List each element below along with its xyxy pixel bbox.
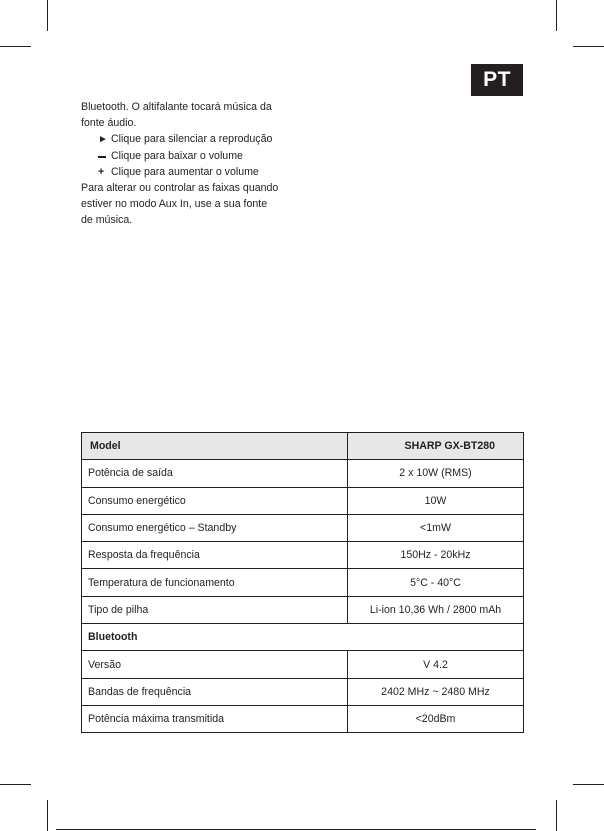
spec-table bbox=[81, 432, 524, 733]
row-value: 2 x 10W (RMS) bbox=[348, 460, 524, 487]
row-value: V 4.2 bbox=[348, 651, 524, 678]
crop-mark bbox=[573, 46, 604, 47]
table-row bbox=[82, 569, 524, 596]
row-value: <20dBm bbox=[348, 705, 524, 732]
table-row bbox=[82, 542, 524, 569]
aux-note-line: estiver no modo Aux In, use a sua fonte bbox=[81, 198, 268, 210]
row-value: 10W bbox=[348, 487, 524, 514]
row-label: Bandas de frequência bbox=[82, 678, 348, 705]
row-label: Tipo de pilha bbox=[82, 596, 348, 623]
control-label: Clique para silenciar a reprodução bbox=[111, 133, 273, 145]
table-row bbox=[82, 514, 524, 541]
table-header-row bbox=[82, 433, 524, 460]
row-label: Versão bbox=[82, 651, 348, 678]
crop-mark bbox=[47, 0, 48, 31]
row-label: Potência máxima transmitida bbox=[82, 705, 348, 732]
section-bluetooth: Bluetooth bbox=[82, 624, 524, 651]
crop-mark bbox=[573, 784, 604, 785]
aux-note-line: Para alterar ou controlar as faixas quando bbox=[81, 182, 279, 194]
table-row bbox=[82, 487, 524, 514]
row-value: <1mW bbox=[348, 514, 524, 541]
control-label: Clique para baixar o volume bbox=[111, 150, 243, 162]
table-row bbox=[82, 705, 524, 732]
row-value: Li-ion 10,36 Wh / 2800 mAh bbox=[348, 596, 524, 623]
crop-mark bbox=[47, 800, 48, 831]
language-badge: PT bbox=[471, 64, 523, 96]
control-minus bbox=[81, 148, 311, 164]
header-model: Model bbox=[82, 433, 348, 460]
intro-line: Bluetooth. O altifalante tocará música da bbox=[81, 101, 272, 113]
row-label: Resposta da frequência bbox=[82, 542, 348, 569]
control-plus bbox=[81, 164, 311, 180]
row-value: 2402 MHz ~ 2480 MHz bbox=[348, 678, 524, 705]
instructions-text bbox=[81, 99, 311, 228]
row-label: Potência de saída bbox=[82, 460, 348, 487]
row-label: Consumo energético – Standby bbox=[82, 514, 348, 541]
control-label: Clique para aumentar o volume bbox=[111, 166, 259, 178]
crop-mark bbox=[0, 46, 31, 47]
intro-line: fonte áudio. bbox=[81, 117, 137, 129]
plus-icon: + bbox=[98, 166, 105, 178]
row-label: Consumo energético bbox=[82, 487, 348, 514]
control-play bbox=[81, 131, 311, 148]
minus-icon bbox=[98, 148, 111, 164]
table-row bbox=[82, 678, 524, 705]
row-value: 5°C - 40°C bbox=[348, 569, 524, 596]
table-section-row bbox=[82, 624, 524, 651]
crop-mark bbox=[556, 0, 557, 31]
table-row bbox=[82, 596, 524, 623]
table-row bbox=[82, 460, 524, 487]
aux-note-line: de música. bbox=[81, 214, 133, 226]
crop-mark bbox=[0, 784, 31, 785]
header-model-name: SHARP GX-BT280 bbox=[348, 433, 524, 460]
play-icon: ► bbox=[98, 134, 108, 145]
row-value: 150Hz - 20kHz bbox=[348, 542, 524, 569]
row-label: Temperatura de funcionamento bbox=[82, 569, 348, 596]
table-row bbox=[82, 651, 524, 678]
crop-mark bbox=[556, 800, 557, 831]
bottom-rule bbox=[56, 829, 536, 830]
